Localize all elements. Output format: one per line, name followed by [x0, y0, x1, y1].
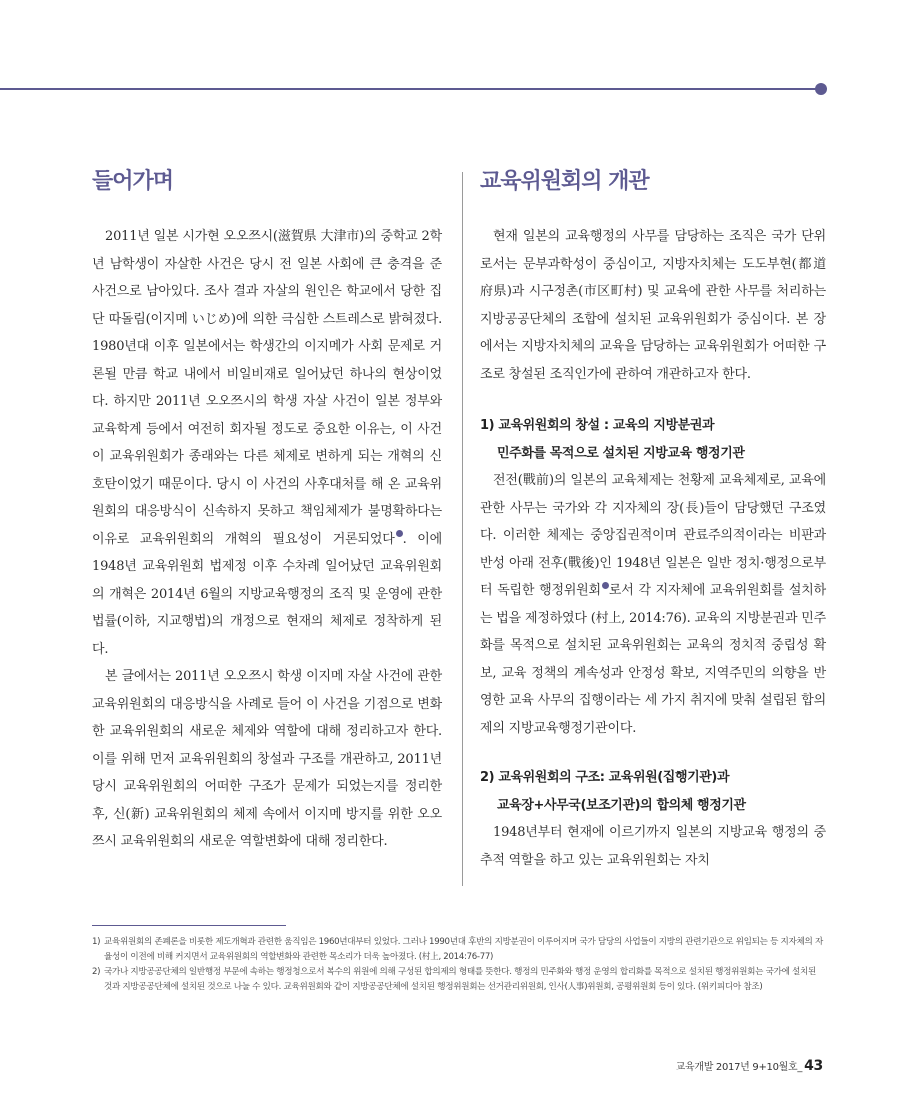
subheading-line: 1) 교육위원회의 창설 : 교육의 지방분권과 [480, 418, 715, 433]
subheading-1 [480, 412, 826, 467]
paragraph-text: . 이에 1948년 교육위원회 법제정 이후 수차례 일어났던 교육위원회의 개혁은 2014년 6월의 지방교육행정의 조직 및 운영에 관한 법률(이하, 지교행법)의 개정으로 현재의 체제로 정착하게 된다. [92, 531, 442, 657]
footnote-marker-1[interactable] [396, 530, 403, 537]
page-number: 43 [804, 1058, 823, 1074]
footnote-marker-2[interactable] [602, 582, 609, 589]
subheading-line: 교육장+사무국(보조기관)의 합의체 행정기관 [497, 797, 746, 813]
subheading-line: 2) 교육위원회의 구조: 교육위원(집행기관)과 [480, 770, 730, 785]
paragraph-text: 로서 각 지자체에 교육위원회를 설치하는 법을 제정하였다 (村上, 2014:76). 교육의 지방분권과 민주화를 목적으로 설치된 교육위원회는 교육의 정치적 중립성 확보, 교육 정책의 계속성과 안정성 확보, 지역주민의 의향을 반영한 교육 사무의 집행이라는 세 가지 취지에 맞춰 설립된 합의제의 지방교육행정기관이다. [480, 583, 826, 736]
footnote-text: 교육위원회의 존폐론을 비롯한 제도개혁과 관련한 움직임은 1960년대부터 있었다. 그러나 1990년대 후반의 지방분권이 이루어지며 국가 담당의 사업들이 지방의 관련기관으로 위임되는 등 지자체의 자율성이 이전에 비해 커지면서 교육위원회의 역할변화와 관련한 목소리가 더욱 높아졌다. (村上, 2014:76-77) [104, 937, 823, 962]
subheading-line: 민주화를 목적으로 설치된 지방교육 행정기관 [497, 445, 745, 461]
section-title-intro: 들어가며 [92, 169, 174, 194]
right-column [480, 163, 826, 874]
footnote-number: 1) [92, 937, 101, 947]
paragraph: 본 글에서는 2011년 오오쯔시 학생 이지메 자살 사건에 관한 교육위원회의 대응방식을 사례로 들어 이 사건을 기점으로 변화한 교육위원회의 새로운 체제와 역할에 대해 정리하고자 한다. 이를 위해 먼저 교육위원회의 창설과 구조를 개관하고, 2011년 당시 교육위원회의 어떠한 구조가 문제가 되었는지를 정리한 후, 신(新) 교육위원회의 체제 속에서 이지메 방지를 위한 오오쯔시 교육위원회의 새로운 역할변화에 대해 정리한다. [92, 669, 442, 849]
page-footer [676, 1058, 823, 1074]
left-column [92, 163, 442, 856]
paragraph-text: 2011년 일본 시가현 오오쯔시(滋賀県 大津市)의 중학교 2학년 남학생이 자살한 사건은 당시 전 일본 사회에 큰 충격을 준 사건으로 남아있다. 조사 결과 자살의 원인은 학교에서 당한 집단 따돌림(이지메 いじめ)에 의한 극심한 스트레스로 밝혀졌다. 1980년대 이후 일본에서는 학생간의 이지메가 사회 문제로 거론될 만큼 학교 내에서 비일비재로 일어났던 하나의 현상이었다. 하지만 2011년 오오쯔시의 학생 자살 사건이 일본 정부와 교육학계 등에서 여전히 회자될 정도로 중요한 이유는, 이 사건이 교육위원회가 종래와는 다른 체제로 변하게 되는 개혁의 신호탄이었기 때문이다. 당시 이 사건의 사후대처를 해 온 교육위원회의 대응방식이 신속하지 못하고 책임체제가 불명확하다는 이유로 교육위원회의 개혁의 필요성이 거론되었다 [92, 229, 442, 547]
paragraph [92, 223, 442, 663]
footnote-number: 2) [92, 967, 101, 977]
footnote-text: 국가나 지방공공단체의 일반행정 부문에 속하는 행정청으로서 복수의 위원에 의해 구성된 합의제의 형태를 뜻한다. 행정의 민주화와 행정 운영의 합리화를 목적으로 설치된 행정위원회는 국가에 설치된 것과 지방공공단체에 설치된 것으로 나눌 수 있다. 교육위원회와 같이 지방공공단체에 설치된 행정위원회는 선거관리위원회, 인사(人事)위원회, 공평위원회 등이 있다. (위키피디아 참조) [104, 967, 817, 992]
column-divider [462, 172, 463, 886]
subheading-2 [480, 764, 826, 819]
paragraph [480, 467, 826, 742]
section-title-overview: 교육위원회의 개관 [480, 169, 649, 194]
footnotes [92, 935, 826, 995]
footnote-item [92, 935, 826, 965]
paragraph-text: 전전(戰前)의 일본의 교육체제는 천황제 교육체제로, 교육에 관한 사무는 국가와 각 지자체의 장(長)들이 담당했던 구조였다. 이러한 체제는 중앙집권적이며 관료주의적이라는 비판과 반성 아래 전후(戰後)인 1948년 일본은 일반 정치·행정으로부터 독립한 행정위원회 [480, 473, 826, 598]
footnote-rule [92, 925, 286, 926]
header-rule [0, 88, 820, 90]
footnote-item [92, 965, 826, 995]
header-dot [815, 83, 827, 95]
paragraph: 현재 일본의 교육행정의 사무를 담당하는 조직은 국가 단위로서는 문부과학성이 중심이고, 지방자치체는 도도부현(都道府県)과 시구정촌(市区町村) 및 교육에 관한 사무를 처리하는 지방공공단체의 조합에 설치된 교육위원회가 중심이다. 본 장에서는 지방자치체의 교육을 담당하는 교육위원회가 어떠한 구조로 창설된 조직인가에 관하여 개관하고자 한다. [480, 229, 826, 382]
magazine-name: 교육개발 2017년 9+10월호_ [675, 1062, 803, 1073]
paragraph: 1948년부터 현재에 이르기까지 일본의 지방교육 행정의 중추적 역할을 하고 있는 교육위원회는 자치 [480, 825, 826, 868]
